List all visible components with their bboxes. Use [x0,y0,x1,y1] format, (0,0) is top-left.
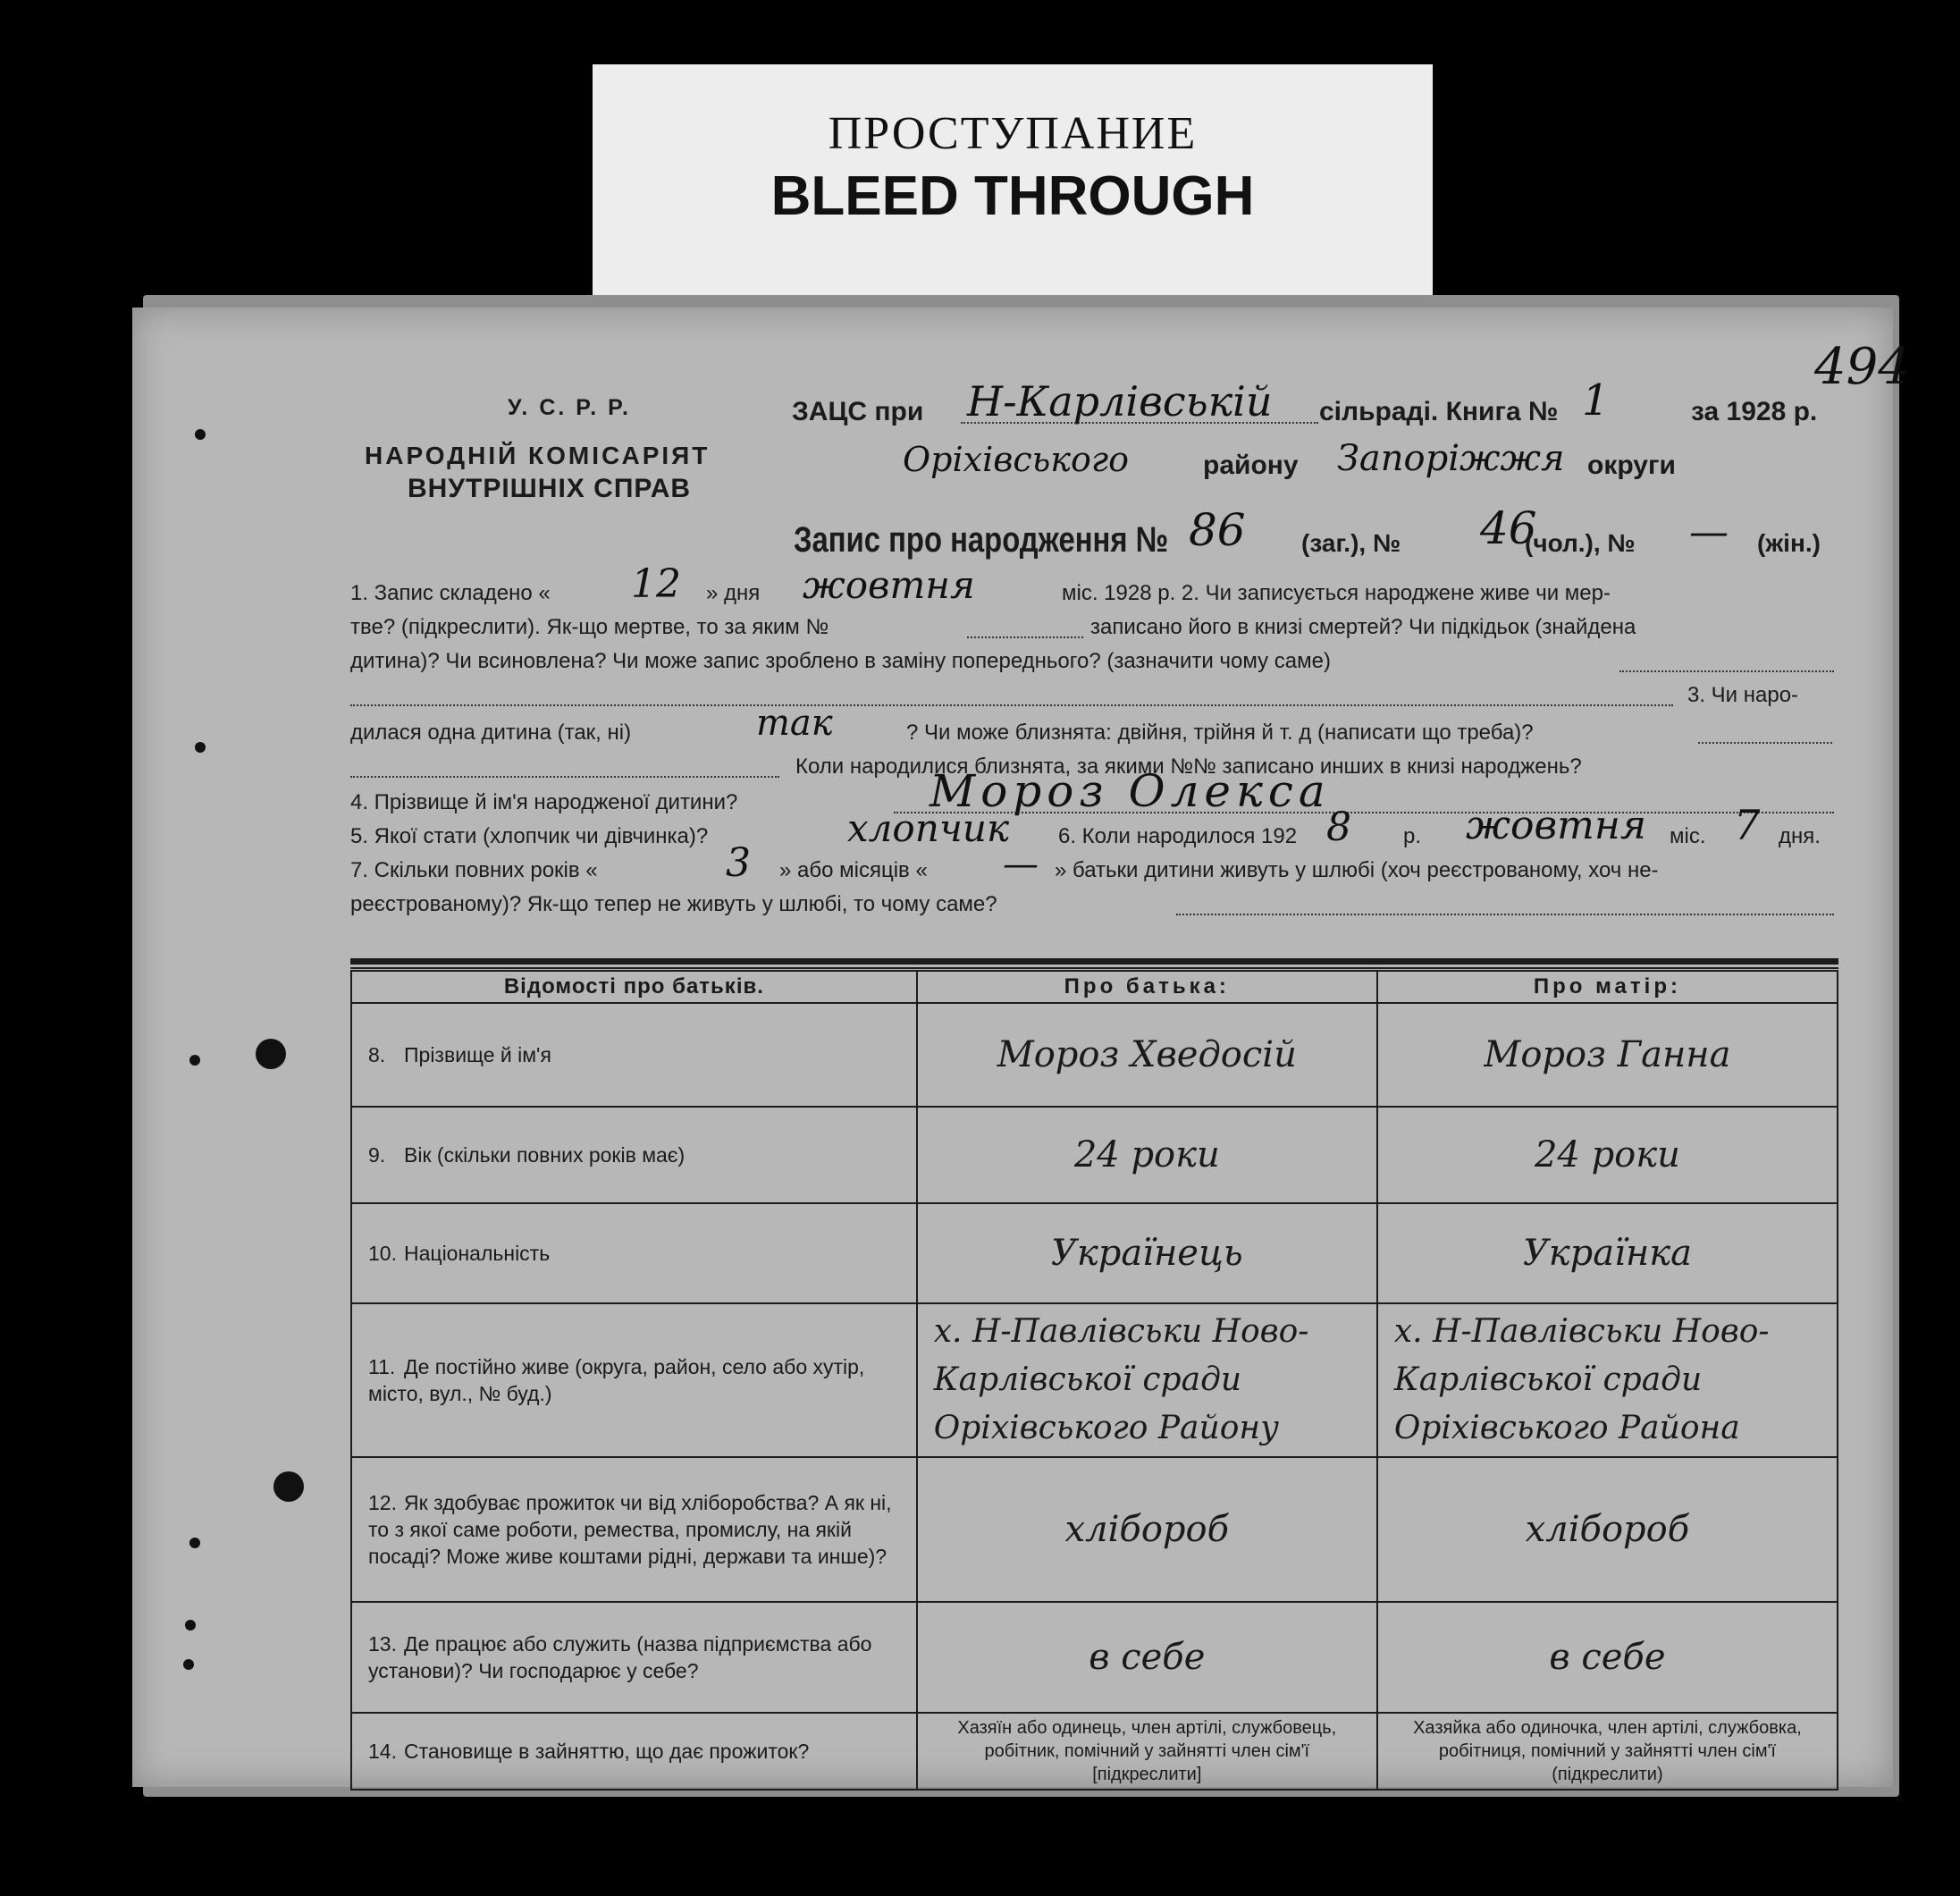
record-female-number: — [1689,510,1729,555]
row-label-text: Прізвище й ім'я [404,1043,551,1066]
fill-line [894,812,1834,813]
mother-value: 24 роки [1377,1107,1838,1203]
q7-label: 7. Скільки повних років « [350,858,598,882]
punch-hole [185,1620,196,1631]
bleed-through-label-card [593,64,1433,299]
district-name: Оріхівського [903,440,1129,479]
father-value: хлібороб [917,1457,1377,1602]
commissariat-line-2: ВНУТРІШНІХ СПРАВ [408,474,692,503]
label-title-en: BLEED THROUGH [770,165,1255,227]
row-label [351,1602,917,1713]
punch-hole [183,1659,194,1670]
q1-tail: міс. 1928 р. 2. Чи записується народжене живе чи мер- [1062,581,1611,605]
row-label [351,1003,917,1107]
fill-line [961,422,1318,424]
q1-line-2b: записано його в книзі смертей? Чи підкідьок (знайдена [1090,615,1636,639]
fill-line [1698,742,1832,744]
record-male-number: 46 [1480,502,1537,554]
q7-years: 3 [726,840,751,886]
row-label [351,1303,917,1457]
divider-thin [350,967,1838,969]
q5-answer: хлопчик [847,806,1010,850]
q1-month: жовтня [803,563,975,607]
q5-label: 5. Якої стати (хлопчик чи дівчинка)? [350,824,709,848]
q7-mid: » або місяців « [779,858,928,882]
row-label [351,1457,917,1602]
record-title-label: Запис про народження № [794,520,1169,560]
book-number: 1 [1582,375,1610,426]
row-label-text: Національність [404,1242,551,1265]
row-label [351,1713,917,1790]
father-value: Українець [917,1203,1377,1303]
q7-tail: » батьки дитини живуть у шлюбі (хоч реєстрованому, хоч не- [1055,858,1659,882]
header-father: Про батька: [917,971,1377,1003]
row-number: 13. [368,1632,397,1656]
district-label: району [1203,451,1299,480]
q4-answer: Мороз Олекса [930,765,1331,817]
q1-line-2: тве? (підкреслити). Як-що мертве, то за яким № [350,615,829,639]
punch-hole [195,429,206,440]
year-label: за 1928 р. [1691,397,1818,426]
mother-value: хлібороб [1377,1457,1838,1602]
father-value: 24 роки [917,1107,1377,1203]
label-title-ru: ПРОСТУПАНИЕ [828,108,1198,159]
punch-hole [256,1039,286,1069]
q4-label: 4. Прізвище й ім'я народженої дитини? [350,790,738,814]
okruha-label: округи [1587,451,1676,480]
q1-day: 12 [631,561,681,607]
record-female-label: (жін.) [1757,529,1821,557]
mother-value: Хазяйка або одиночка, член артілі, службовка, робітниця, помічний у зайнятті член сім'ї (підкреслити) [1377,1713,1838,1790]
punch-hole [189,1055,200,1066]
row-label [351,1203,917,1303]
page-number: 494 [1814,338,1910,396]
table-header-row [351,971,1838,1003]
fill-line [350,704,1673,706]
q1-line-3: дитина)? Чи всиновлена? Чи може запис зроблено в заміну попереднього? (зазначити чому саме) [350,649,1331,673]
q3-start: 3. Чи наро- [1687,683,1799,707]
punch-hole [273,1471,304,1502]
table-row [351,1602,1838,1713]
q7-line-2: реєстрованому)? Як-що тепер не живуть у шлюбі, то чому саме? [350,892,997,916]
mother-value: Мороз Ганна [1377,1003,1838,1107]
mother-value: в себе [1377,1602,1838,1713]
row-label-text: Де постійно живе (округа, район, село або хутір, місто, вул., № буд.) [368,1355,865,1405]
zags-village: Н-Карлівській [967,377,1273,426]
table-row [351,1107,1838,1203]
fill-line [1619,670,1834,672]
state-label: У. С. Р. Р. [508,395,631,420]
mother-value: Українка [1377,1203,1838,1303]
row-label-text: Де працює або служить (назва підприємства або установи)? Чи господарює у себе? [368,1632,872,1682]
q1-prefix: 1. Запис складено « [350,581,551,605]
row-number: 8. [368,1043,386,1066]
divider-heavy [350,958,1838,965]
q6-mis: міс. [1670,824,1706,848]
header-parents-info: Відомості про батьків. [351,971,917,1003]
father-value: Мороз Хведосій [917,1003,1377,1107]
zags-suffix: сільраді. Книга № [1319,397,1559,426]
q3-line-2: Коли народилися близнята, за якими №№ записано инших в книзі народжень? [795,754,1582,779]
table-row [351,1457,1838,1602]
commissariat-line-1: НАРОДНІЙ КОМІСАРІЯТ [365,442,711,469]
row-number: 10. [368,1242,397,1265]
header-mother: Про матір: [1377,971,1838,1003]
q7-months: — [1003,844,1039,885]
punch-hole [195,742,206,753]
q3-tail: ? Чи може близнята: двійня, трійня й т. д (написати що треба)? [906,720,1534,745]
fill-line [967,636,1083,638]
row-number: 14. [368,1740,397,1763]
row-label-text: Вік (скільки повних років має) [404,1143,686,1167]
q1-mid: » дня [706,581,761,605]
mother-value: х. Н-Павлівськи Ново-Карлівської сради Оріхівського Района [1377,1303,1838,1457]
q3-answer: так [756,703,833,744]
row-label-text: Становище в зайняттю, що дає прожиток? [404,1740,810,1763]
parents-table [350,970,1838,1791]
row-number: 11. [368,1355,396,1378]
table-row [351,1303,1838,1457]
father-value: в себе [917,1602,1377,1713]
table-row [351,1203,1838,1303]
q6-day: 7 [1734,801,1761,849]
father-value: х. Н-Павлівськи Ново-Карлівської сради Оріхівського Району [917,1303,1377,1457]
q6-label: 6. Коли народилося 192 [1058,824,1298,848]
q6-year: 8 [1326,805,1351,850]
q3-line: дилася одна дитина (так, ні) [350,720,632,745]
table-row [351,1713,1838,1790]
record-total-label: (заг.), № [1301,529,1401,557]
okruha-name: Запоріжжя [1337,438,1565,479]
table-row [351,1003,1838,1107]
record-total-number: 86 [1189,504,1246,556]
row-number: 12. [368,1491,397,1514]
q6-r: р. [1403,824,1422,848]
punch-hole [189,1538,200,1548]
father-value: Хазяїн або одинець, член артілі, службовець, робітник, помічний у зайнятті член сім'ї [підкреслити] [917,1713,1377,1790]
row-label-text: Як здобуває прожиток чи від хліборобства? А як ні, то з якої саме роботи, ремества, промислу, на якій посаді? Може живе коштами рідні, держави та инше)? [368,1491,892,1568]
q6-dnya: дня. [1779,824,1821,848]
fill-line [1176,914,1834,915]
zags-prefix: ЗАЦС при [792,397,924,426]
row-number: 9. [368,1143,386,1167]
row-label [351,1107,917,1203]
fill-line [350,776,779,778]
record-male-label: (чол.), № [1525,529,1636,557]
q6-month: жовтня [1466,803,1646,848]
